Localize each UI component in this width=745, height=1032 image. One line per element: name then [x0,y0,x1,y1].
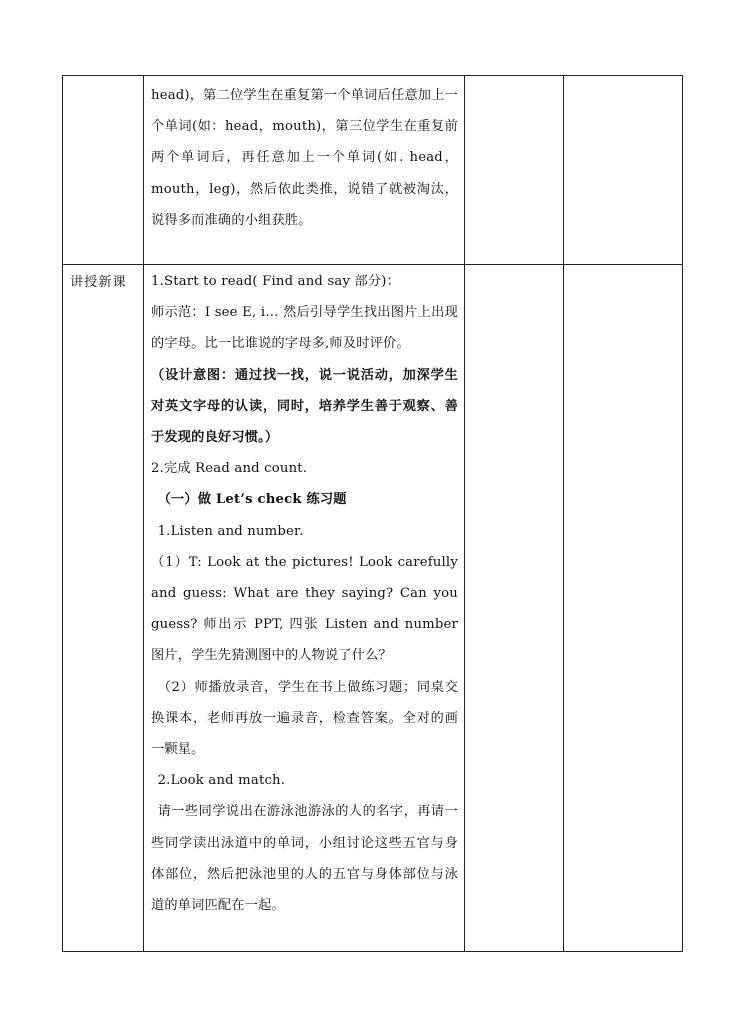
match-paragraph: 请一些同学说出在游泳池游泳的人的名字，再请一些同学读出泳道中的单词，小组讨论这些五官与身体部位，然后把泳池里的人的五官与身体部位与泳道的单词匹配在一起。 [151,804,458,914]
task-heading: 2.Look and match. [157,773,286,789]
table-row [63,265,683,952]
teacher-demo-paragraph: 师示范：I see E, i… 然后引导学生找出图片上出现的字母。比一比谁说的字母多,师及时评价。 [151,305,458,352]
section-label [63,76,143,83]
step-heading: 1.Start to read( Find and say 部分)： [151,274,401,289]
game-rules-paragraph: head)，第二位学生在重复第一个单词后任意加上一个单词(如：head，mouth)，第三位学生在重复前两个单词后，再任意加上一个单词(如. head，mouth，leg)，然后依此类推，说错了就被淘汰，说得多而准确的小组获胜。 [151,88,458,228]
step-heading: 2.完成 Read and count. [151,461,308,477]
exercise-heading: （一）做 Let’s check 练习题 [157,492,347,508]
empty-cell [564,265,683,952]
lesson-plan-table [62,75,683,952]
section-cell [63,76,144,265]
task-heading: 1.Listen and number. [157,523,304,539]
empty-cell [465,265,564,952]
empty-cell [564,76,683,265]
design-intent-paragraph: （设计意图：通过找一找，说一说活动，加深学生对英文字母的认读，同时，培养学生善于观察、善于发现的良好习惯。） [151,367,458,446]
content-cell [144,76,465,265]
content-cell [144,265,465,952]
recording-paragraph: （2）师播放录音，学生在书上做练习题；同桌交换课本，老师再放一遍录音，检查答案。全对的画一颗星。 [151,679,458,758]
listen-paragraph: （1）T: Look at the pictures! Look carefully and guess: What are they saying? Can you guess? 师出示 PPT, 四张 Listen and number 图片，学生先猜测图中的人物说了什么？ [151,554,458,664]
section-cell [63,265,144,952]
section-label: 讲授新课 [70,275,127,290]
empty-cell [465,76,564,265]
table-row [63,76,683,265]
